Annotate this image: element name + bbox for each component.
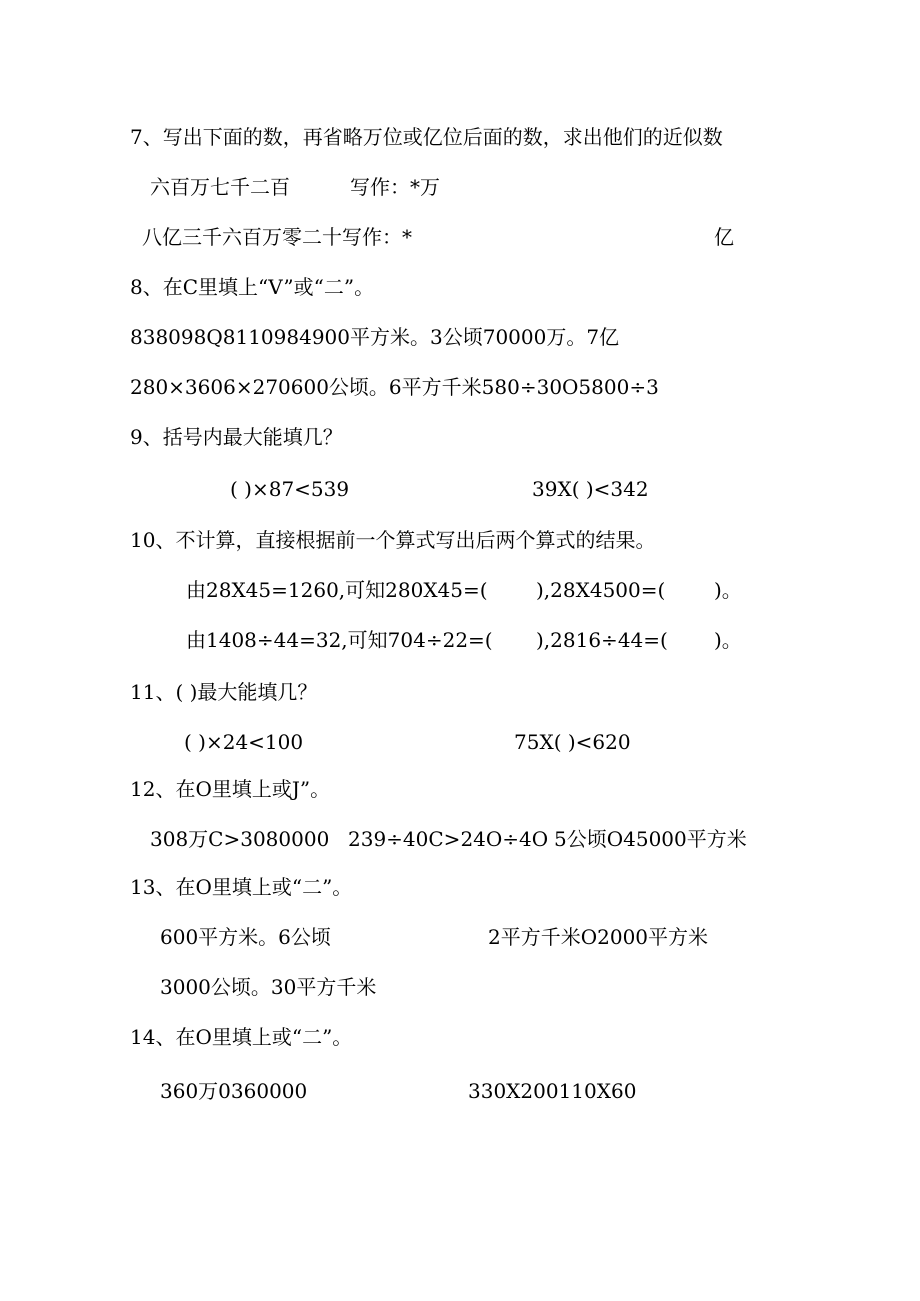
q14-item-2: 330X200110X60 [468, 1079, 637, 1103]
q10-line-2-part-1: 由1408÷44=32,可知704÷22=( [186, 628, 493, 652]
q10-line-2-part-2: ),2816÷44=( [536, 628, 668, 652]
q7-number-words-2: 八亿三千六百万零二十写作：* [142, 225, 412, 249]
q13-item-1: 600平方米。6公顷 [160, 925, 331, 949]
q13-title: 13、在O里填上或“二”。 [130, 875, 353, 899]
q7-number-words-1: 六百万七千二百 [150, 175, 290, 199]
q11-item-1: ( )×24<100 [184, 730, 304, 754]
q10-line-1-part-2: ),28X4500=( [536, 578, 666, 602]
q14-title: 14、在O里填上或“二”。 [130, 1025, 353, 1049]
q12-item-2: 239÷40C>24O÷4O [348, 827, 549, 851]
q8-title: 8、在C里填上“V”或“二”。 [130, 275, 375, 299]
q12-item-3: 5公顷O45000平方米 [554, 827, 747, 851]
q8-line-2: 280×3606×270600公顷。6平方千米580÷30O5800÷3 [130, 375, 659, 399]
q13-item-2: 2平方千米O2000平方米 [488, 925, 709, 949]
q10-line-1-part-1: 由28X45=1260,可知280X45=( [186, 578, 488, 602]
q7-write-as-1: 写作：*万 [350, 175, 440, 199]
q14-item-1: 360万0360000 [160, 1079, 308, 1103]
q13-item-3: 3000公顷。30平方千米 [160, 975, 377, 999]
q11-item-2: 75X( )<620 [514, 730, 631, 754]
q10-line-2-part-3: )。 [714, 628, 742, 652]
q11-title: 11、( )最大能填几？ [130, 680, 318, 704]
q7-unit-yi: 亿 [714, 225, 734, 249]
q10-title: 10、不计算，直接根据前一个算式写出后两个算式的结果。 [130, 528, 656, 552]
q12-title: 12、在O里填上或J”。 [130, 777, 331, 801]
q10-line-1-part-3: )。 [714, 578, 742, 602]
q9-item-1: ( )×87<539 [230, 477, 350, 501]
q8-line-1: 838098Q8110984900平方米。3公顷70000万。7亿 [130, 325, 620, 349]
q9-item-2: 39X( )<342 [532, 477, 649, 501]
q9-title: 9、括号内最大能填几？ [130, 425, 343, 449]
q12-item-1: 308万C>3080000 [150, 827, 330, 851]
q7-title: 7、写出下面的数，再省略万位或亿位后面的数，求出他们的近似数 [130, 125, 723, 149]
